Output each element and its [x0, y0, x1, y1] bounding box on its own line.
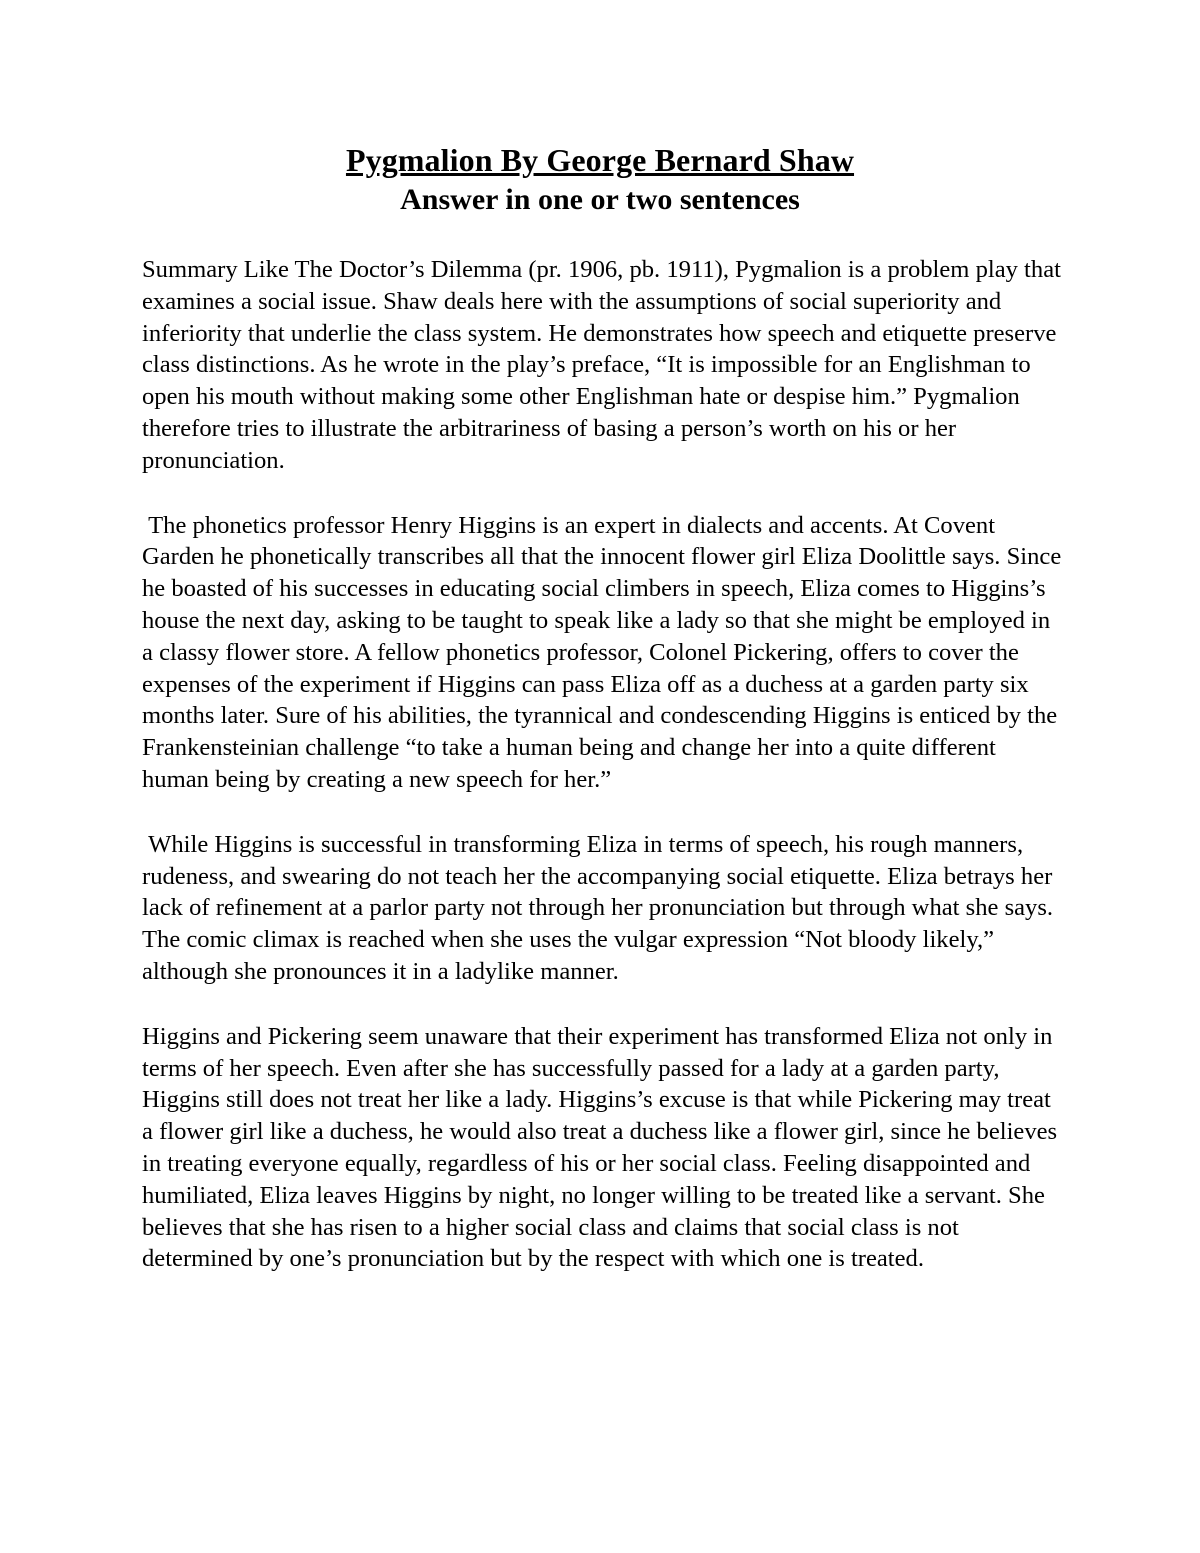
document-header — [0, 140, 1200, 220]
paragraph-higgins-challenge: The phonetics professor Henry Higgins is an expert in dialects and accents. At Covent Garden he phonetically transcribes all that the innocent flower girl Eliza Doolittle says. Since he boasted of his successes in educating social climbers in speech, Eliza comes to Higgins’s house the next day, asking to be taught to speak like a lady so that she might be employed in a classy flower store. A fellow phonetics professor, Colonel Pickering, offers to cover the expenses of the experiment if Higgins can pass Eliza off as a duchess at a garden party six months later. Sure of his abilities, the tyrannical and condescending Higgins is enticed by the Frankensteinian challenge “to take a human being and change her into a quite different human being by creating a new speech for her.” — [142, 511, 1068, 793]
document-title: Pygmalion By George Bernard Shaw — [345, 142, 855, 178]
paragraph-eliza-transformation: While Higgins is successful in transforming Eliza in terms of speech, his rough manners, rudeness, and swearing do not teach her the accompanying social etiquette. Eliza betrays her lack of refinement at a parlor party not through her pronunciation but through what she says. The comic climax is reached when she uses the vulgar expression “Not bloody likely,” although she pronounces it in a ladylike manner. — [142, 830, 1059, 985]
paragraph-summary: Summary Like The Doctor’s Dilemma (pr. 1906, pb. 1911), Pygmalion is a problem play that examines a social issue. Shaw deals here with the assumptions of social superiority and inferiority that underlie the class system. He demonstrates how speech and etiquette preserve class distinctions. As he wrote in the play’s preface, “It is impossible for an Englishman to open his mouth without making some other Englishman hate or despise him.” Pygmalion therefore tries to illustrate the arbitrariness of basing a person’s worth on his or her pronunciation. — [142, 256, 1068, 474]
document-body — [142, 254, 1067, 1308]
paragraph-social-class: Higgins and Pickering seem unaware that their experiment has transformed Eliza not only in terms of her speech. Even after she has successfully passed for a lady at a garden party, Higgins still does not treat her like a lady. Higgins’s excuse is that while Pickering may treat a flower girl like a duchess, he would also treat a duchess like a flower girl, since he believes in treating everyone equally, regardless of his or her social class. Feeling disappointed and humiliated, Eliza leaves Higgins by night, no longer willing to be treated like a servant. She believes that she has risen to a higher social class and claims that social class is not determined by one’s pronunciation but by the respect with which one is treated. — [142, 1022, 1064, 1273]
document-subtitle: Answer in one or two sentences — [400, 183, 800, 216]
